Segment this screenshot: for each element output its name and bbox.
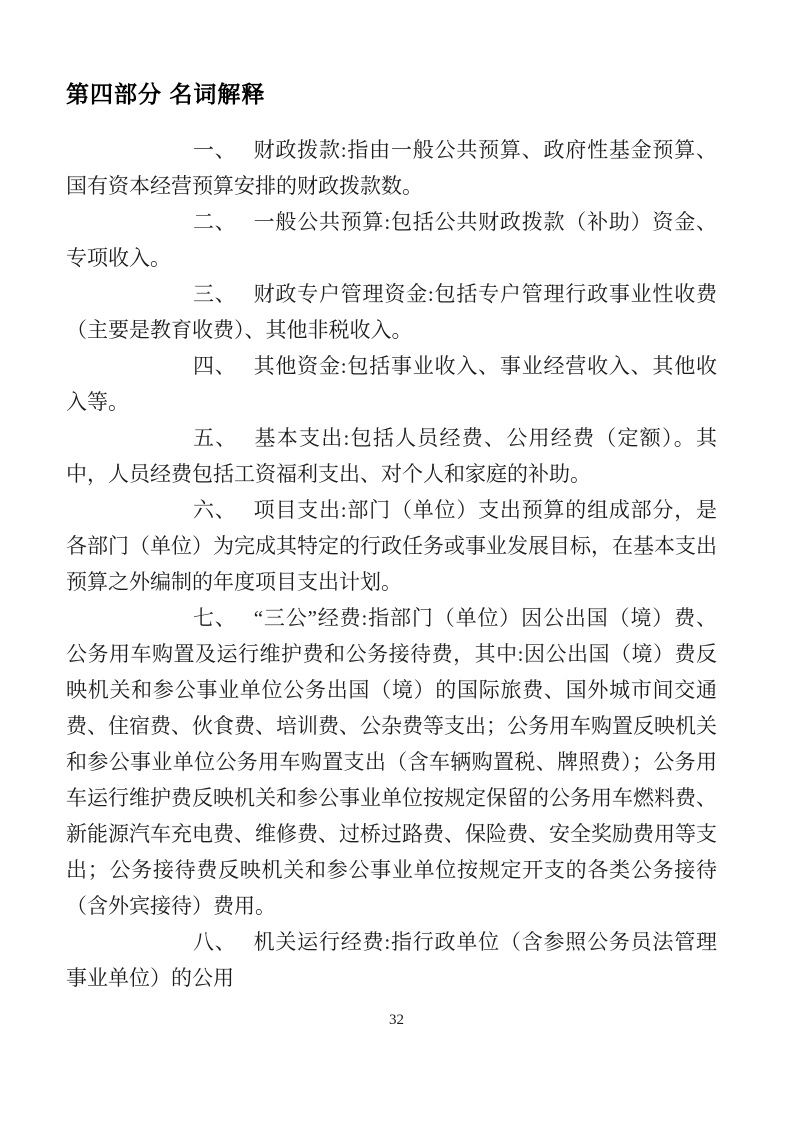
item-term: 财政专户管理资金: bbox=[253, 282, 434, 306]
glossary-item-8 bbox=[66, 924, 717, 996]
item-definition: 包括专户管理行政事业性收费（主要是教育收费）、其他非税收入。 bbox=[66, 282, 718, 342]
item-definition: 包括公共财政拨款（补助）资金、专项收入。 bbox=[66, 210, 718, 270]
item-number: 五、 bbox=[193, 426, 238, 450]
item-number: 二、 bbox=[193, 210, 237, 234]
glossary-item-4 bbox=[66, 348, 717, 420]
item-term: 基本支出: bbox=[254, 426, 350, 450]
item-term: 一般公共预算: bbox=[253, 210, 391, 234]
item-number: 六、 bbox=[193, 498, 237, 522]
item-definition: 指由一般公共预算、政府性基金预算、国有资本经营预算安排的财政拨款数。 bbox=[66, 138, 718, 198]
item-term: 项目支出: bbox=[253, 498, 347, 522]
item-definition: 包括事业收入、事业经营收入、其他收入等。 bbox=[66, 354, 718, 414]
item-definition: 指部门（单位）因公出国（境）费、公务用车购置及运行维护费和公务接待费，其中:因公出国（境）费反映机关和参公事业单位公务出国（境）的国际旅费、国外城市间交通费、住宿费、伙食费、培训费、公杂费等支出；公务用车购置反映机关和参公事业单位公务用车购置支出（含车辆购置税、牌照费）；公务用车运行维护费反映机关和参公事业单位按规定保留的公务用车燃料费、新能源汽车充电费、维修费、过桥过路费、保险费、安全奖励费用等支出；公务接待费反映机关和参公事业单位按规定开支的各类公务接待（含外宾接待）费用。 bbox=[66, 606, 718, 918]
item-term: 其他资金: bbox=[253, 354, 347, 378]
page-title: 第四部分 名词解释 bbox=[66, 81, 266, 107]
item-number: 四、 bbox=[193, 354, 237, 378]
item-number: 八、 bbox=[193, 930, 237, 954]
item-definition: 指行政单位（含参照公务员法管理事业单位）的公用 bbox=[66, 930, 718, 990]
item-term: “三公”经费: bbox=[253, 606, 368, 630]
page-number: 32 bbox=[389, 1012, 404, 1028]
item-term: 机关运行经费: bbox=[253, 930, 391, 954]
item-term: 财政拨款: bbox=[253, 138, 347, 162]
glossary-item-5 bbox=[66, 420, 717, 492]
glossary-item-1 bbox=[66, 132, 717, 204]
glossary-item-2 bbox=[66, 204, 717, 276]
item-definition: 部门（单位）支出预算的组成部分，是各部门（单位）为完成其特定的行政任务或事业发展目标，在基本支出预算之外编制的年度项目支出计划。 bbox=[66, 498, 718, 594]
glossary-item-7 bbox=[66, 600, 717, 924]
item-number: 一、 bbox=[193, 138, 237, 162]
glossary-item-6 bbox=[66, 492, 717, 600]
glossary-list bbox=[66, 132, 717, 996]
item-number: 三、 bbox=[193, 282, 237, 306]
glossary-item-3 bbox=[66, 276, 717, 348]
item-definition: 包括人员经费、公用经费（定额）。其中，人员经费包括工资福利支出、对个人和家庭的补助。 bbox=[66, 426, 718, 486]
item-number: 七、 bbox=[193, 606, 237, 630]
